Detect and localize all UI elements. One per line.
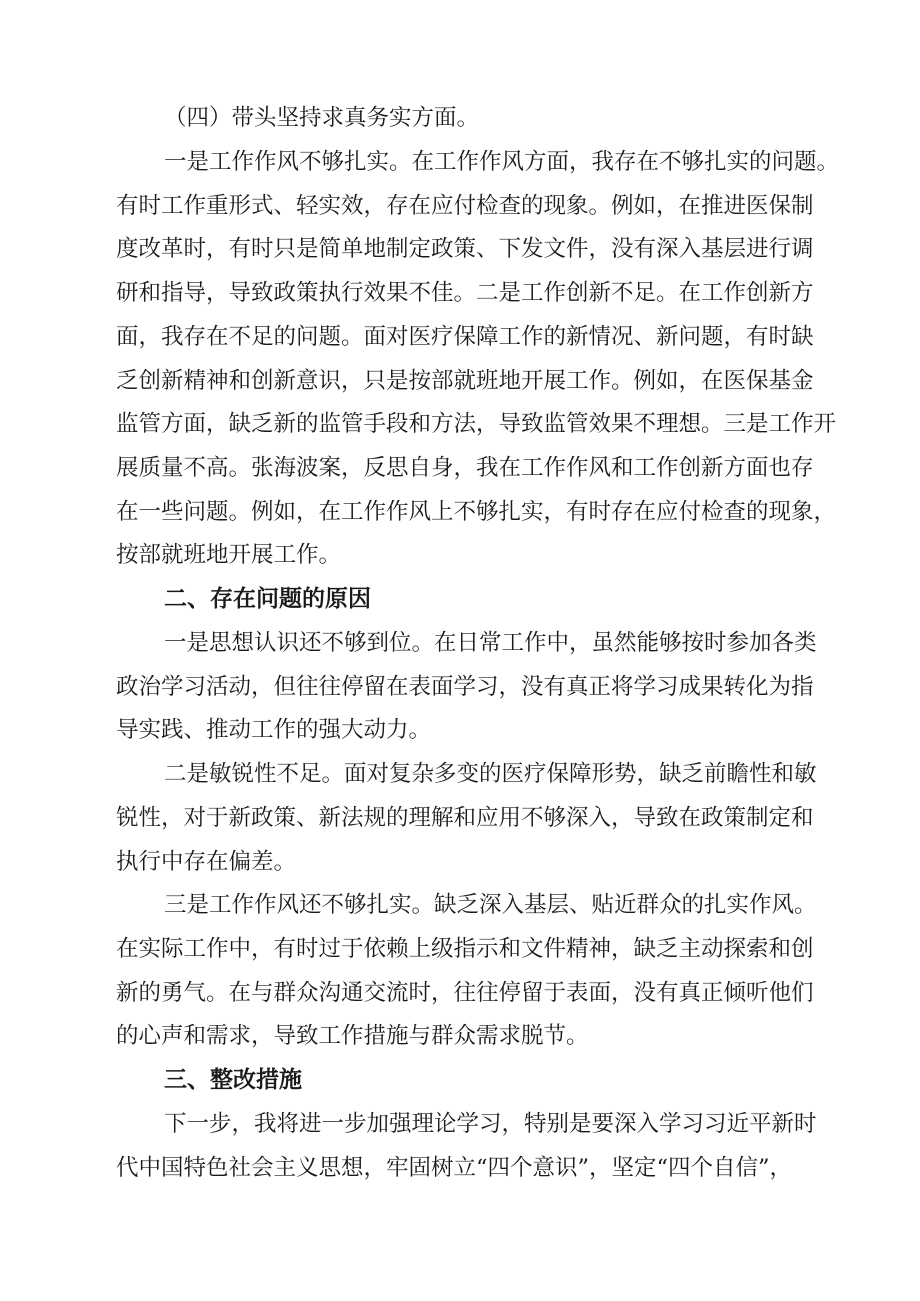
text-line: 执行中存在偏差。 — [116, 849, 297, 875]
text-line: 在实际工作中，有时过于依赖上级指示和文件精神，缺乏主动探索和创 — [116, 936, 814, 962]
text-line: 下一步，我将进一步加强理论学习，特别是要深入学习习近平新时 — [164, 1111, 817, 1137]
paragraph-line — [0, 270, 920, 316]
paragraph-line — [0, 882, 920, 928]
text-line: 的心声和需求，导致工作措施与群众需求脱节。 — [116, 1023, 589, 1049]
paragraph-line — [0, 707, 920, 753]
text-line: 按部就班地开展工作。 — [116, 542, 342, 568]
paragraph-line — [0, 489, 920, 535]
text-line: 在一些问题。例如，在工作作风上不够扎实，有时存在应付检查的现象， — [116, 499, 837, 525]
heading-text: 三、整改措施 — [164, 1067, 302, 1093]
text-line: 新的勇气。在与群众沟通交流时，往往停留于表面，没有真正倾听他们 — [116, 980, 814, 1006]
text-line: 面，我存在不足的问题。面对医疗保障工作的新情况、新问题，有时缺 — [116, 324, 814, 350]
text-line: 有时工作重形式、轻实效，存在应付检查的现象。例如，在推进医保制 — [116, 193, 814, 219]
text-line: （四）带头坚持求真务实方面。 — [164, 105, 480, 131]
paragraph-line — [0, 839, 920, 885]
paragraph-line — [0, 1145, 920, 1191]
text-line: 乏创新精神和创新意识，只是按部就班地开展工作。例如，在医保基金 — [116, 368, 814, 394]
paragraph-line — [0, 620, 920, 666]
paragraph-line — [0, 1101, 920, 1147]
paragraph-line — [0, 664, 920, 710]
paragraph-line — [0, 795, 920, 841]
paragraph-line — [0, 226, 920, 272]
text-line: 代中国特色社会主义思想，牢固树立“四个意识”，坚定“四个自信”， — [116, 1155, 793, 1181]
text-line: 二是敏锐性不足。面对复杂多变的医疗保障形势，缺乏前瞻性和敏 — [164, 761, 817, 787]
text-line: 一是工作作风不够扎实。在工作作风方面，我存在不够扎实的问题。 — [164, 149, 840, 175]
text-line: 度改革时，有时只是简单地制定政策、下发文件，没有深入基层进行调 — [116, 236, 814, 262]
section-heading — [0, 576, 920, 622]
paragraph-line — [0, 314, 920, 360]
text-line: 监管方面，缺乏新的监管手段和方法，导致监管效果不理想。三是工作开 — [116, 411, 837, 437]
paragraph-line — [0, 183, 920, 229]
heading-text: 二、存在问题的原因 — [164, 586, 371, 612]
text-line: 研和指导，导致政策执行效果不佳。二是工作创新不足。在工作创新方 — [116, 280, 814, 306]
paragraph-line — [0, 970, 920, 1016]
section-heading — [0, 1057, 920, 1103]
text-line: 展质量不高。张海波案，反思自身，我在工作作风和工作创新方面也存 — [116, 455, 814, 481]
text-line: 锐性，对于新政策、新法规的理解和应用不够深入，导致在政策制定和 — [116, 805, 814, 831]
paragraph-line — [0, 532, 920, 578]
text-line: 政治学习活动，但往往停留在表面学习，没有真正将学习成果转化为指 — [116, 674, 814, 700]
text-line: 导实践、推动工作的强大动力。 — [116, 717, 432, 743]
paragraph-line — [0, 751, 920, 797]
paragraph-line — [0, 445, 920, 491]
paragraph-line — [0, 401, 920, 447]
text-line: 三是工作作风还不够扎实。缺乏深入基层、贴近群众的扎实作风。 — [164, 892, 817, 918]
text-line: 一是思想认识还不够到位。在日常工作中，虽然能够按时参加各类 — [164, 630, 817, 656]
paragraph-line — [0, 139, 920, 185]
paragraph-line — [0, 1013, 920, 1059]
paragraph-line — [0, 926, 920, 972]
subsection-heading — [0, 95, 920, 141]
paragraph-line — [0, 358, 920, 404]
